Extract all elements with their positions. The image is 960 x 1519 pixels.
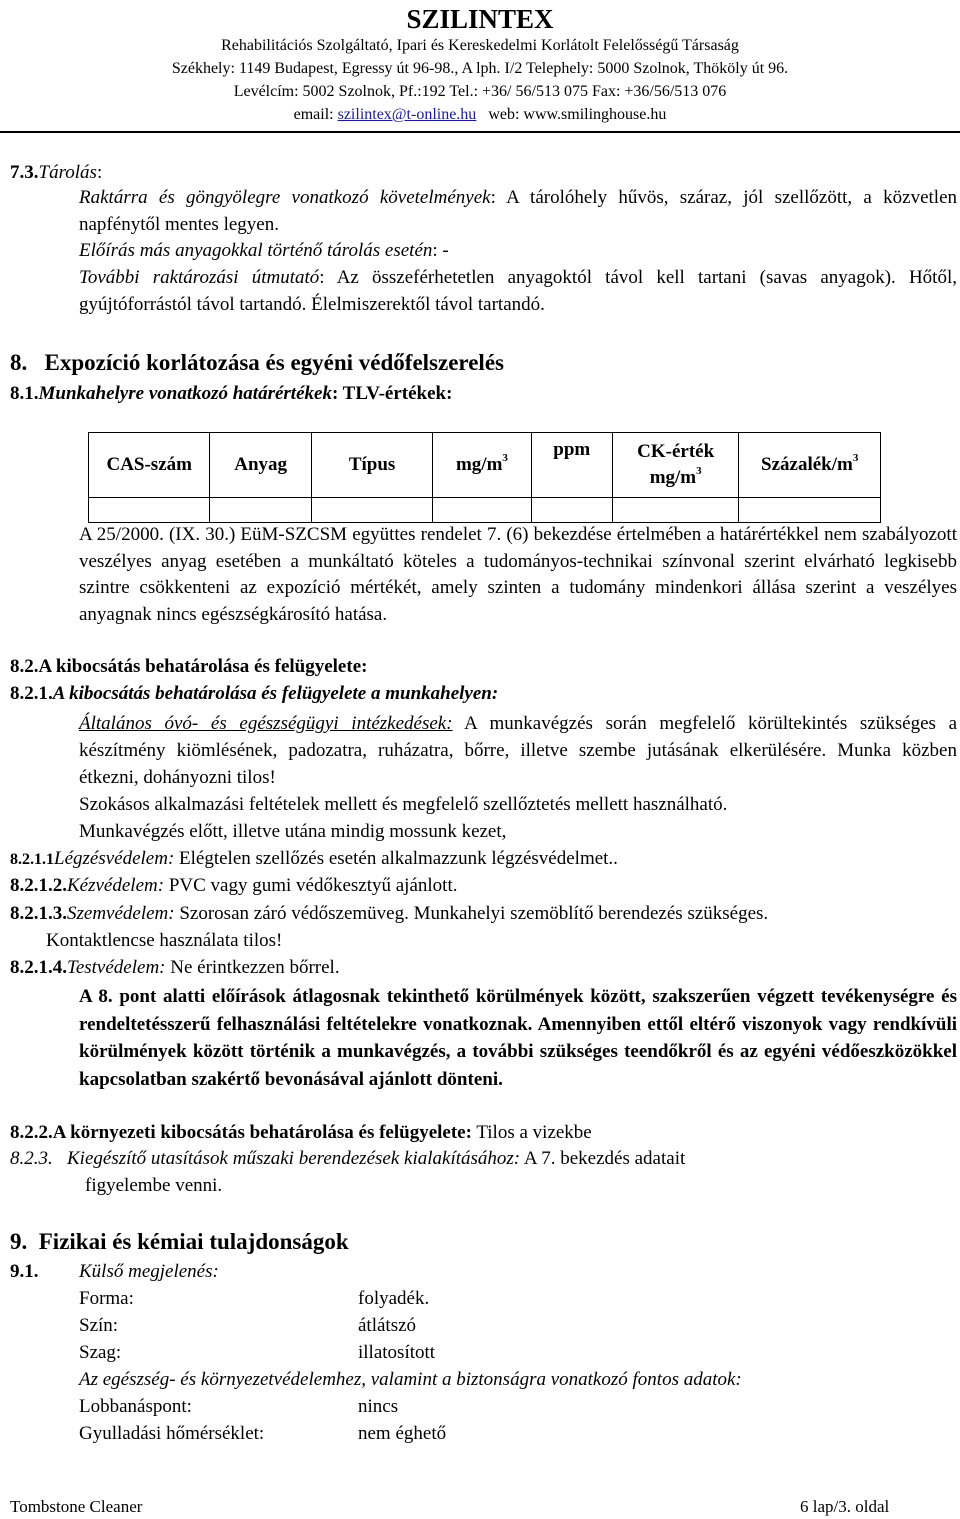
header-ck [612,433,738,498]
wash-hands: Munkavégzés előtt, illetve utána mindig mossunk kezet, [79,821,507,842]
important-data-label: Az egészség- és környezetvédelemhez, valamint a biztonságra vonatkozó fontos adatok: [79,1369,742,1390]
hand-text: PVC vagy gumi védőkesztyű ajánlott. [164,875,458,896]
hand-protection [10,875,457,897]
section-number: 8.2.1. [10,683,53,704]
header-label: mg/m [649,467,697,488]
respiratory-protection [10,848,618,871]
contact-lens: Kontaktlencse használata tilos! [46,930,283,951]
table-cell [89,498,210,523]
prop-label: Szín: [79,1315,119,1336]
section-number: 8.2.1.3. [10,903,67,924]
prop-value: nem éghető [358,1423,447,1444]
email-label: email: [293,106,338,123]
header-label: Százalék/m [761,454,853,475]
header-divider [0,131,960,133]
footer-product: Tombstone Cleaner [10,1497,143,1516]
header-label: mg/m [455,454,503,475]
company-full-name: Rehabilitációs Szolgáltató, Ipari és Kereskedelmi Korlátolt Felelősségű Társaság [221,37,739,54]
storage-other [79,240,449,262]
usual-conditions: Szokásos alkalmazási feltételek mellett és megfelelő szellőztetés mellett használható. [79,794,728,815]
other-storage-label: Előírás más anyagokkal történő tárolás esetén [79,240,433,261]
section-8-2-1-heading [10,683,498,705]
table-header-row [89,433,881,498]
header-label: Típus [348,454,396,475]
web-address: web: www.smilinghouse.hu [488,106,667,123]
header-szazalek [739,433,881,498]
prop-value: nincs [358,1396,399,1417]
resp-label: Légzésvédelem: [54,848,175,869]
requirements-label: Raktárra és göngyölegre vonatkozó követelmények [79,187,491,208]
section-8-2-2 [10,1122,592,1144]
section-7-3-heading [10,162,102,184]
eye-protection [10,903,768,925]
section-number: 8.2.1.2. [10,875,67,896]
table-cell [311,498,432,523]
header-label: ppm [553,439,591,460]
body-protection [10,957,340,979]
company-contact: Levélcím: 5002 Szolnok, Pf.:192 Tel.: +36/ 56/513 075 Fax: +36/56/513 076 [233,83,727,100]
header-ppm [531,433,612,498]
section-8-2-3 [10,1148,685,1170]
general-conditions-bold: A 8. pont alatti előírások átlagosnak tekinthető körülmények között, szakszerűen végzett tevékenységre és rendeltetésszerű felhasználási feltételekre vonatkoznak. Amennyiben ettől eltérő viszonyok vagy rendkívüli körülmények között történik a munkavégzés, a további szükséges teendőkről és az egyéni védőeszközökkel kapcsolatban szakértő bevonásával ajánlott dönteni. [79,986,957,1090]
prop-label: Forma: [79,1288,134,1309]
company-web [0,105,960,125]
other-storage-text: : - [432,240,449,261]
header-cas [89,433,210,498]
superscript: 3 [696,465,702,477]
further-text: : Az összeférhetetlen anyagoktól távol kell tartani (savas anyagok). Hőtől, gyújtóforrástól távol tartandó. Élelmiszerektől távol tartandó. [79,267,957,315]
table-cell [739,498,881,523]
prop-value: illatosított [358,1342,436,1363]
header-anyag [210,433,311,498]
prop-label: Szag: [79,1342,122,1363]
table-cell [612,498,738,523]
body-text: Ne érintkezzen bőrrel. [165,957,340,978]
resp-text: Elégtelen szellőzés esetén alkalmazzunk légzésvédelmet.. [174,848,618,869]
requirements-text: : A tárolóhely hűvös, száraz, jól szellőzött, a közvetlen napfénytől mentes legyen. [79,187,957,235]
section-title: A kibocsátás behatárolása és felügyelete a munkahelyen: [52,683,499,704]
storage-requirements [79,185,957,238]
section-8-heading [10,350,504,376]
section-text: : TLV-értékek: [331,383,453,404]
section-title: Fizikai és kémiai tulajdonságok [38,1229,349,1254]
hand-label: Kézvédelem: [67,875,165,896]
section-text: Tilos a vizekbe [471,1122,592,1143]
section-8-2-3-cont: figyelembe venni. [85,1175,223,1196]
footer-page: 6 lap/3. oldal [800,1497,890,1516]
general-text: A munkavégzés során megfelelő körültekintés szükséges a készítmény kiömlésének, padozatra, ruházatra, bőrre, illetve szembe jutásának elkerülésére. Munka közben étkezni, dohányozni tilos! [79,713,957,788]
section-heading: 8.2.2.A környezeti kibocsátás behatárolása és felügyelete: [10,1122,472,1143]
header-label: CK-érték [637,441,715,462]
prop-value: átlátszó [358,1315,417,1336]
section-title: Tárolás [38,162,97,183]
section-title: Expozíció korlátozása és egyéni védőfelszerelés [44,350,504,375]
section-label: Munkahelyre vonatkozó határértékek [38,383,332,404]
table-row [89,498,881,523]
section-number: 9. [10,1229,28,1254]
prop-value: folyadék. [358,1288,430,1309]
storage-further [79,265,957,318]
header-label: CAS-szám [106,454,192,475]
section-label: Külső megjelenés: [79,1261,219,1282]
superscript: 3 [502,452,508,464]
company-name: SZILINTEX [406,4,554,34]
email-link[interactable]: szilintex@t-online.hu [337,106,477,123]
general-label: Általános óvó- és egészségügyi intézkedések: [79,713,453,734]
section-8-2-heading: 8.2.A kibocsátás behatárolása és felügyelete: [10,656,368,677]
table-cell [433,498,531,523]
section-text: A 7. bekezdés adatait [520,1148,686,1169]
section-number: 8.2.3. [10,1148,53,1169]
section-8-1-heading [10,383,452,405]
header-mg [433,433,531,498]
colon: : [96,162,103,183]
prop-label: Lobbanáspont: [79,1396,192,1417]
section-number: 9.1. [10,1261,39,1282]
section-number: 8.1. [10,383,39,404]
prop-label: Gyulladási hőmérséklet: [79,1423,265,1444]
header-tipus [311,433,432,498]
further-label: További raktározási útmutató [79,267,320,288]
body-label: Testvédelem: [67,957,166,978]
table-cell [210,498,311,523]
section-number: 8.2.1.4. [10,957,67,978]
section-9-heading [10,1229,349,1255]
section-number: 7.3. [10,162,39,183]
section-9-1-heading [10,1261,219,1283]
tlv-table [88,432,881,523]
section-label: Kiegészítő utasítások műszaki berendezések kialakításához: [67,1148,521,1169]
section-number: 8.2.1.1 [10,851,54,868]
superscript: 3 [852,452,859,464]
general-measures [79,710,957,791]
header-label: Anyag [234,454,288,475]
section-number: 8. [10,350,28,375]
eye-text: Szorosan záró védőszemüveg. Munkahelyi szemöblítő berendezés szükséges. [174,903,769,924]
table-cell [531,498,612,523]
regulation-paragraph: A 25/2000. (IX. 30.) EüM-SZCSM együttes rendelet 7. (6) bekezdése értelmében a határértékkel nem szabályozott veszélyes anyag esetében a munkáltató köteles a tudományos-technikai színvonal szerint elvárható legkisebb szintre csökkenteni az expozíció mértékét, amely szinten a tudomány mindenkori állása szerint a veszélyes anyagnak nincs egészségkárosító hatása. [79,524,957,625]
eye-label: Szemvédelem: [67,903,175,924]
company-address: Székhely: 1149 Budapest, Egressy út 96-98., A lph. I/2 Telephely: 5000 Szolnok, Thököly út 96. [171,60,789,77]
